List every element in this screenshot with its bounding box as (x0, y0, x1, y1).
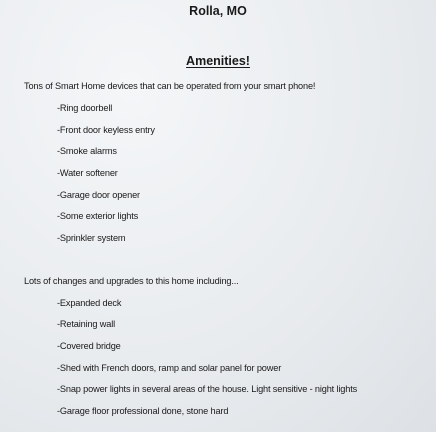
list-item: -Smoke alarms (57, 146, 117, 156)
list-item: -Front door keyless entry (57, 125, 155, 135)
list-item: -Garage door opener (57, 190, 140, 200)
amenities-heading (0, 54, 436, 68)
list-item: -Ring doorbell (57, 103, 113, 113)
upgrades-intro: Lots of changes and upgrades to this home including... (24, 276, 239, 286)
list-item: -Water softener (57, 168, 118, 178)
amenities-title: Amenities! (186, 54, 250, 68)
list-item: -Retaining wall (57, 319, 116, 329)
list-item: -Sprinkler system (57, 233, 126, 243)
list-item: -Some exterior lights (57, 211, 139, 221)
list-item: -Covered bridge (57, 341, 121, 351)
list-item: -Snap power lights in several areas of the house. Light sensitive - night lights (57, 384, 358, 394)
list-item: -Expanded deck (57, 298, 122, 308)
list-item: -Shed with French doors, ramp and solar panel for power (57, 363, 282, 373)
location-title: Rolla, MO (189, 4, 247, 18)
list-item: -Garage floor professional done, stone hard (57, 406, 229, 416)
smart-home-intro: Tons of Smart Home devices that can be operated from your smart phone! (24, 81, 316, 91)
